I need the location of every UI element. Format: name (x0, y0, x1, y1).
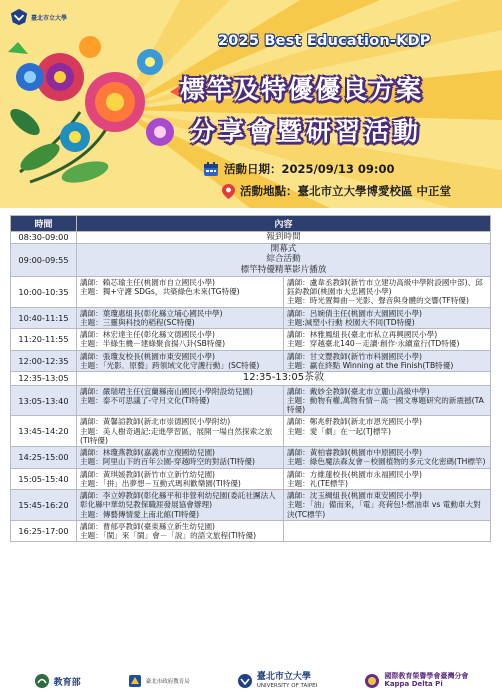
plenary-line: 開幕式 (270, 243, 297, 254)
schedule-row (11, 232, 491, 244)
session-left-cell (77, 490, 284, 521)
plenary-line: 標竿特優精華影片播放 (240, 265, 327, 276)
schedule-time: 15:45-16:20 (11, 490, 77, 521)
topic-text: 主題：穿越臺北140－走讀·創作·永續童行(TD特優) (287, 339, 460, 349)
schedule-row (11, 372, 491, 386)
plenary-cell (77, 243, 491, 276)
schedule-time: 10:00-10:35 (11, 276, 77, 307)
schedule-time: 13:45-14:20 (11, 416, 77, 447)
topic-text: 主題：動物有權,萬物有情－高一國文專題研究的新震撼(TA特優) (287, 395, 484, 415)
speaker-text: 講師：林宏達主任(彰化縣文德國民小學) (80, 330, 216, 340)
schedule-row (11, 468, 491, 490)
topic-text: 主題:減塑小行動 校園大不同(TD特優) (287, 317, 415, 327)
speaker-text: 講師：林瓊燕教師(嘉義市立復國幼兒園) (80, 448, 216, 458)
session-left-cell (77, 276, 284, 307)
calendar-icon (203, 161, 219, 177)
topic-text: 主題：「閩」來「閩」會－「說」的語文旅程(TI特優) (80, 531, 257, 541)
session-left-cell (77, 468, 284, 490)
schedule-row (11, 329, 491, 351)
topic-text: 主題：「拼」出夢想－互動式瑪利歡樂園(TI特優) (80, 478, 241, 488)
plenary-line: 報到時間 (266, 232, 301, 242)
schedule-row (11, 416, 491, 447)
topic-text: 主題：贏在終點 Winning at the Finish(TB特優) (287, 360, 454, 370)
schedule-row (11, 385, 491, 416)
event-place (222, 183, 451, 199)
kdp-logo (364, 673, 468, 689)
session-right-cell (284, 416, 491, 447)
speaker-text: 講師：林雅鳳組長(臺北市私立再興國民小學) (287, 330, 438, 340)
kdp-name-zh: 國際教育榮譽學會臺灣分會 (384, 672, 469, 681)
utaipei-name-en: UNIVERSITY OF TAIPEI (256, 682, 318, 689)
utaipei-name: 臺北市立大學 (256, 672, 311, 683)
session-right-cell (284, 385, 491, 416)
speaker-text: 講師：李立婷教師(彰化縣平和非營利幼兒園(委託社團法人彰化縣中華幼兒教保職涯發展協會辦理) (80, 491, 276, 510)
event-date-text: 活動日期：2025/09/13 09:00 (224, 162, 395, 176)
kdp-emblem-icon (364, 673, 380, 689)
plenary-cell (77, 232, 491, 244)
page-title-line2: 分享會暨研習活動 (190, 117, 423, 146)
tea-break-cell (77, 372, 491, 386)
schedule-row (11, 490, 491, 521)
session-left-cell (77, 307, 284, 329)
topic-text: 主題：傳藝傳情愛上南北館(TI特優) (80, 509, 200, 519)
plenary-line: 綜合活動 (266, 254, 301, 265)
schedule-time: 09:00-09:55 (11, 243, 77, 276)
session-left-cell (77, 447, 284, 469)
schedule-body (11, 232, 491, 542)
speaker-text: 講師：賴芯瑜主任(桃園市自立國民小學) (80, 277, 216, 287)
content-column-header: 內容 (77, 216, 491, 232)
session-right-cell (284, 276, 491, 307)
organizer-logos (0, 662, 502, 700)
topic-text: 主題：阿里山下的百年公園-穿越時空的對話(TI特優) (80, 457, 256, 467)
speaker-text: 講師：張瓊友校長(桃園市東安國民小學) (80, 351, 216, 361)
schedule-time: 12:35-13:05 (11, 372, 77, 386)
speaker-text: 講師：曹郁亭教師(臺東縣立新生幼兒園) (80, 521, 216, 531)
speaker-text: 講師：黃馨諠教師(新北市崇德國民小學附幼) (80, 417, 231, 427)
topic-text: 主題：美人樹奇遇記:走進學習區，展開一場自然探索之旅(TI特優) (80, 426, 273, 445)
kdp-name-en: Kappa Delta Pi (384, 680, 443, 688)
session-right-cell (284, 350, 491, 372)
topic-text: 主題：綠色魔法森友會－校園植物的多元文化密碼(TH標竿) (287, 457, 486, 467)
time-column-header: 時間 (11, 216, 77, 232)
speaker-text: 講師：嚴瑞珺主任(宜蘭縣南山國民小學附設幼兒園) (80, 386, 253, 396)
speaker-text: 講師：葉瓊惠組長(彰化縣立埔心國民中學) (80, 308, 223, 318)
topic-text: 主題：「光影．原藝」跨領域文化守護行動」(SC特優) (80, 360, 260, 370)
speaker-text: 講師：鄭兆軒教師(新北市恩光國民小學) (287, 417, 423, 427)
topic-text: 主題：時光置舞曲－光影、聲音與身體的交響(TF特優) (287, 296, 469, 306)
topic-text: 主題：礼(TE標竿) (287, 478, 348, 488)
schedule-time: 13:05-13:40 (11, 385, 77, 416)
topic-text: 主題：半綠生機－建綠聚食揚八卦(SB特優) (80, 339, 226, 349)
session-right-cell (284, 468, 491, 490)
topic-text: 主題：三靈與科技的稻程(SC特優) (80, 317, 195, 327)
page-title-line1: 標竿及特優優良方案 (180, 75, 424, 104)
schedule-time: 11:20-11:55 (11, 329, 77, 351)
tpe-edu-logo (128, 674, 190, 688)
session-left-cell (77, 350, 284, 372)
stained-glass-flower-illustration (0, 22, 200, 202)
schedule-time: 14:25-15:00 (11, 447, 77, 469)
utaipei-emblem-icon (237, 673, 253, 689)
event-date (203, 161, 395, 177)
school-logo-text: 臺北市立大學 (31, 14, 68, 22)
schedule-time: 15:05-15:40 (11, 468, 77, 490)
session-left-cell (77, 385, 284, 416)
session-left-cell (77, 520, 284, 542)
speaker-text: 講師：沈玉綢組長(桃園市東安國民小學) (287, 491, 423, 501)
speaker-text: 講師：黃柏睿教師(桃園市中原國民小學) (287, 448, 423, 458)
speaker-text: 講師：盧韋丞教師(新竹市立建功高級中學附設國中部)、邱鈺鈞教師(桃園市大忠國民小學) (287, 277, 483, 297)
schedule-time: 12:00-12:35 (11, 350, 77, 372)
speaker-text: 講師：甘文豐教師(新竹市科園國民小學) (287, 351, 423, 361)
moe-logo (34, 673, 81, 689)
session-right-cell (284, 490, 491, 521)
topic-text: 主題：獨+守護 SDGs，共築綠色未來(TG特優) (80, 287, 240, 297)
moe-emblem-icon (34, 673, 50, 689)
schedule-header-row (11, 216, 491, 232)
event-place-text: 活動地點：臺北市立大學博愛校區 中正堂 (240, 184, 452, 198)
schedule-row (11, 350, 491, 372)
poster-header (0, 0, 502, 208)
schedule-row (11, 447, 491, 469)
session-right-cell (284, 520, 491, 542)
speaker-text: 講師：呂婉倩主任(桃園市大園國民小學) (287, 308, 423, 318)
topic-text: 主題：「油」備而來，「電」亮荷包!-燃油車 vs 電動車大對決(TC標竿) (287, 500, 481, 519)
schedule-row (11, 243, 491, 276)
schedule-table (10, 215, 491, 542)
moe-name: 教育部 (53, 677, 81, 688)
plenary-line: 12:35-13:05茶敘 (242, 372, 325, 384)
topic-text: 主題：泰不可思議了-守月文化(TI特優) (80, 395, 210, 405)
tpe-edu-name: 臺北市政府教育局 (145, 679, 190, 685)
session-left-cell (77, 329, 284, 351)
speaker-text: 講師：戴妙全教師(臺北市立麗山高級中學) (287, 386, 430, 396)
schedule-time: 10:40-11:15 (11, 307, 77, 329)
session-right-cell (284, 329, 491, 351)
tpe-edu-emblem-icon (128, 674, 142, 688)
session-right-cell (284, 447, 491, 469)
schedule-row (11, 520, 491, 542)
session-left-cell (77, 416, 284, 447)
location-pin-icon (222, 184, 235, 199)
session-right-cell (284, 307, 491, 329)
speaker-text: 講師：方維蓮校長(桃園市永福國民小學) (287, 469, 423, 479)
schedule-time: 08:30-09:00 (11, 232, 77, 244)
schedule-row (11, 307, 491, 329)
schedule-row (11, 276, 491, 307)
event-tag: 2025 Best Education-KDP (218, 33, 431, 49)
utaipei-logo (237, 673, 317, 689)
schedule-time: 16:25-17:00 (11, 520, 77, 542)
topic-text: 主題：愛「劇」在一起(TJ標竿) (287, 426, 391, 436)
speaker-text: 講師：黃琪媛教師(新竹市立新竹幼兒園) (80, 469, 216, 479)
